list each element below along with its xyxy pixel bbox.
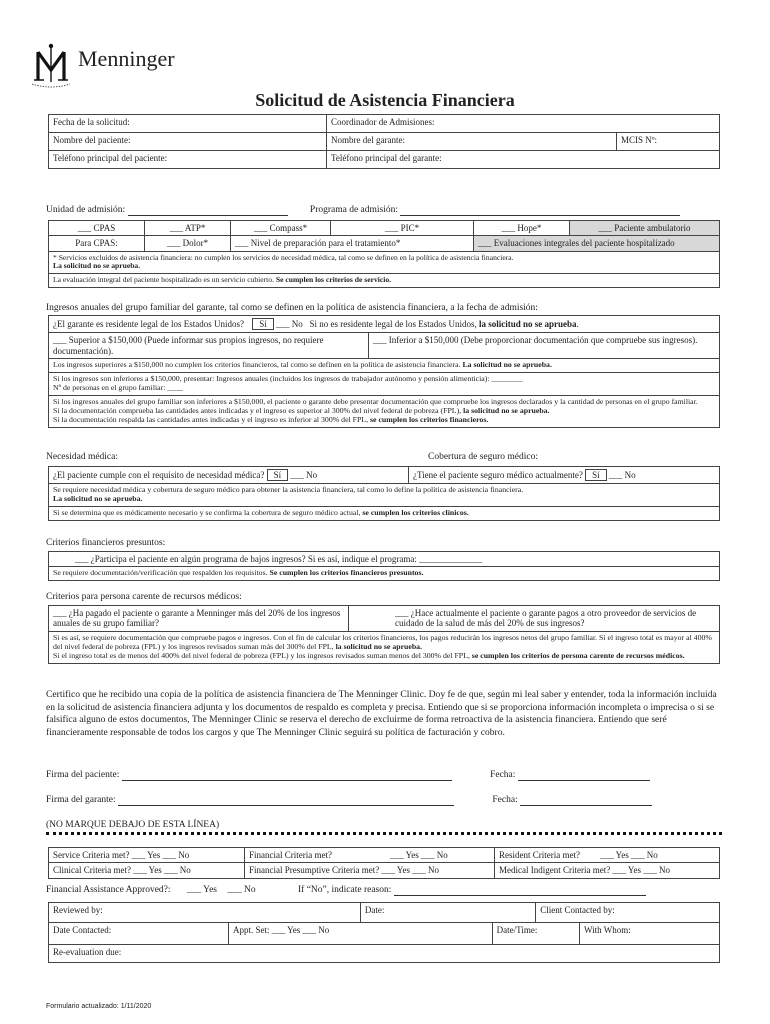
inferior-option[interactable]: ___ Inferior a $150,000 (Debe proporcionar documentación que compruebe sus ingresos). <box>369 333 720 359</box>
certification-text: Certifico que he recibido una copia de la política de asistencia financiera de The Menninger Clinic. Doy fe de que, según mi leal saber y entender, toda la información incluida en la solicitud de asistencia financiera adjunta y los documentos de respaldo es completa y precisa. Entiendo que si se proporciona información incompleta o imprecisa o si se falsifica alguno de estos documentos, The Menninger Clinic se reserva el derecho de excluirme de forma retroactiva de la asistencia financiera. Entiendo que seré financieramente responsable de todos los cargos y que The Menninger Clinic seguirá su política de facturación y cobro. <box>46 689 717 738</box>
indigent-criteria: Medical Indigent Criteria met? ___ Yes ___ No <box>495 863 720 878</box>
client-contacted[interactable]: Client Contacted by: <box>536 903 720 923</box>
personas-field[interactable]: Nº de personas en el grupo familiar: ____ <box>53 382 183 392</box>
date-time[interactable]: Date/Time: <box>492 923 579 945</box>
seguro-q: ¿Tiene el paciente seguro médico actualmente? Sí ___ No <box>409 467 720 484</box>
financial-criteria: Financial Criteria met? ___ Yes ___ No <box>245 848 495 863</box>
office-criteria-table <box>48 847 720 879</box>
programa-label: Programa de admisión: <box>309 205 399 215</box>
unidad-input[interactable] <box>128 205 288 216</box>
residente-si[interactable]: Sí <box>252 318 274 330</box>
necesidad-q: ¿El paciente cumple con el requisito de necesidad médica? Sí ___ No <box>49 467 409 484</box>
evaluaciones-option[interactable]: ___ Evaluaciones integrales del paciente hospitalizado <box>474 236 720 251</box>
cpas-option[interactable]: ___ CPAS <box>49 221 145 236</box>
necesidad-note1: Se requiere necesidad médica y cobertura de seguro médico para obtener la asistencia financiera, tal como lo define la política de asistencia financiera. La solicitud no se aprueba. <box>49 484 720 507</box>
unidad-label: Unidad de admisión: <box>46 205 126 215</box>
para-cpas-label: Para CPAS: <box>49 236 145 251</box>
atp-option[interactable]: ___ ATP* <box>145 221 231 236</box>
clinical-criteria: Clinical Criteria met? ___ Yes ___ No <box>49 863 245 878</box>
hope-option[interactable]: ___ Hope* <box>474 221 570 236</box>
necesidad-heading: Necesidad médica: <box>46 452 119 462</box>
office-heading: (NO MARQUE DEBAJO DE ESTA LÍNEA) <box>46 820 220 830</box>
superior-option[interactable]: ___ Superior a $150,000 (Puede informar sus propios ingresos, no requiere documentación). <box>49 333 369 359</box>
firma-garante-row: Firma del garante: Fecha: <box>46 795 722 806</box>
programa-bajos-ingresos[interactable]: ___ ¿Participa el paciente en algún programa de bajos ingresos? Si es así, indique el programa: ______________ <box>49 552 720 567</box>
logo-text: Menninger <box>78 46 175 71</box>
reevaluation-due[interactable]: Re-evaluation due: <box>49 945 720 963</box>
fecha-paciente-input[interactable] <box>518 770 650 781</box>
reason-input[interactable] <box>394 885 646 896</box>
with-whom[interactable]: With Whom: <box>580 923 720 945</box>
approved-no[interactable]: ___ No <box>227 885 256 895</box>
cobertura-heading: Cobertura de seguro médico: <box>428 452 539 462</box>
carente-table <box>48 605 720 664</box>
necesidad-no[interactable]: ___ No <box>290 470 318 480</box>
menninger-logo <box>28 40 228 88</box>
superior-note: Los ingresos superiores a $150,000 no cumplen los criterios financieros, tal como se definen en la política de asistencia financiera. La solicitud no se aprueba. <box>49 359 720 373</box>
necesidad-table <box>48 466 720 521</box>
page-title: Solicitud de Asistencia Financiera <box>255 90 515 110</box>
presumptive-criteria: Financial Presumptive Criteria met? ___ Yes ___ No <box>245 863 495 878</box>
residente-no[interactable]: No <box>291 319 303 329</box>
seguro-no[interactable]: ___ No <box>608 470 636 480</box>
pagado-q[interactable]: ___ ¿Ha pagado el paciente o garante a Menninger más del 20% de los ingresos anuales de su grupo familiar? <box>49 606 349 632</box>
office-review-table <box>48 902 720 963</box>
tel-paciente-field[interactable]: Teléfono principal del paciente: <box>49 151 327 169</box>
menninger-seal-icon <box>28 40 74 88</box>
approved-yes[interactable]: ___ Yes <box>186 885 218 895</box>
ingresos-table <box>48 315 720 428</box>
presuntos-table <box>48 551 720 581</box>
applicant-info-table <box>48 114 720 169</box>
firma-garante-input[interactable] <box>118 795 454 806</box>
documentacion-note: Si los ingresos anuales del grupo familiar son inferiores a $150,000, el paciente o garante debe presentar documentación que compruebe los ingresos declarados y la cantidad de personas en el grupo familiar. Si la documentación comprueba las cantidades antes indicadas y el ingreso es superior al 300% del nivel federal de pobreza (FPL), la solicitud no se aprueba. Si la documentación respalda las cantidades antes indicadas y el ingreso es inferior al 300% del FPL, se cumplen los criterios financieros. <box>49 395 720 427</box>
pic-option[interactable]: ___ PIC* <box>331 221 474 236</box>
ingresos-heading: Ingresos anuales del grupo familiar del garante, tal como se definen en la política de asistencia financiera, a la fecha de admisión: <box>46 303 538 313</box>
review-date[interactable]: Date: <box>360 903 535 923</box>
nivel-option[interactable]: ___ Nivel de preparación para el tratamiento* <box>231 236 474 251</box>
compass-option[interactable]: ___ Compass* <box>231 221 331 236</box>
residente-row: ¿El garante es residente legal de los Estados Unidos? Sí ___ No Si no es residente legal de los Estados Unidos, la solicitud no se aprueba. <box>49 316 720 333</box>
mcis-field[interactable]: MCIS Nº: <box>617 133 720 151</box>
unidad-row <box>46 205 722 216</box>
coordinador-field[interactable]: Coordinador de Admisiones: <box>327 115 720 133</box>
necesidad-si[interactable]: Sí <box>267 469 289 481</box>
excluidos-note: * Servicios excluidos de asistencia financiera: no cumplen los servicios de necesidad médica, tal como se definen en la política de asistencia financiera. La solicitud no se aprueba. <box>49 251 720 273</box>
firma-paciente-row: Firma del paciente: Fecha: <box>46 770 722 781</box>
dolor-option[interactable]: ___ Dolor* <box>145 236 231 251</box>
paciente-field[interactable]: Nombre del paciente: <box>49 133 327 151</box>
carente-note: Si es así, se requiere documentación que compruebe pagos e ingresos. Con el fin de calcular los criterios financieros, los pagos reducirán los ingresos netos del grupo familiar. Si el ingreso total es mayor al 400% del nivel federal de pobreza (FPL) y los ingresos revisados suman más del 300% del FPL, la solicitud no se aprueba. Si el ingreso total es de menos del 400% del nivel federal de pobreza (FPL) y los ingresos revisados suman menos del 300% del FPL, se cumplen los criterios de persona carente de recursos médicos. <box>49 631 720 663</box>
ambulatorio-option[interactable]: ___ Paciente ambulatorio <box>570 221 720 236</box>
approved-row: Financial Assistance Approved?: ___ Yes ___ No If “No”, indicate reason: <box>46 885 722 896</box>
inferior-note: Si los ingresos son inferiores a $150,000, presentar: Ingresos anuales (incluidos los ingresos de trabajador autónomo y pensión alimenticia): ________ Nº de personas en el grupo familiar: ____ <box>49 372 720 395</box>
fecha-field[interactable]: Fecha de la solicitud: <box>49 115 327 133</box>
necesidad-note2: Si se determina que es médicamente necesario y se confirma la cobertura de seguro médico actual, se cumplen los criterios clínicos. <box>49 507 720 521</box>
carente-heading: Criterios para persona carente de recursos médicos: <box>46 592 242 602</box>
garante-field[interactable]: Nombre del garante: <box>327 133 617 151</box>
tel-garante-field[interactable]: Teléfono principal del garante: <box>327 151 720 169</box>
fecha-garante-input[interactable] <box>520 795 652 806</box>
presuntos-note: Se requiere documentación/verificación que respalden los requisitos. Se cumplen los criterios financieros presuntos. <box>49 567 720 581</box>
footer-updated: Formulario actualizado: 1/11/2020 <box>46 1003 152 1010</box>
programa-input[interactable] <box>400 205 680 216</box>
appt-set[interactable]: Appt. Set: ___ Yes ___ No <box>229 923 493 945</box>
pagos-otro-q[interactable]: ___ ¿Hace actualmente el paciente o garante pagos a otro proveedor de servicios de cuidado de la salud de más del 20% de sus ingresos? <box>349 606 720 632</box>
resident-criteria: Resident Criteria met? ___ Yes ___ No <box>495 848 720 863</box>
reviewed-by[interactable]: Reviewed by: <box>49 903 361 923</box>
presuntos-heading: Criterios financieros presuntos: <box>46 538 166 548</box>
dotted-divider <box>46 832 722 835</box>
date-contacted[interactable]: Date Contacted: <box>49 923 229 945</box>
unidad-table <box>48 220 720 288</box>
cubierto-note: La evaluación integral del paciente hospitalizado es un servicio cubierto. Se cumplen los criterios de servicio. <box>49 274 720 288</box>
seguro-si[interactable]: Sí <box>585 469 607 481</box>
service-criteria: Service Criteria met? ___ Yes ___ No <box>49 848 245 863</box>
firma-paciente-input[interactable] <box>122 770 452 781</box>
